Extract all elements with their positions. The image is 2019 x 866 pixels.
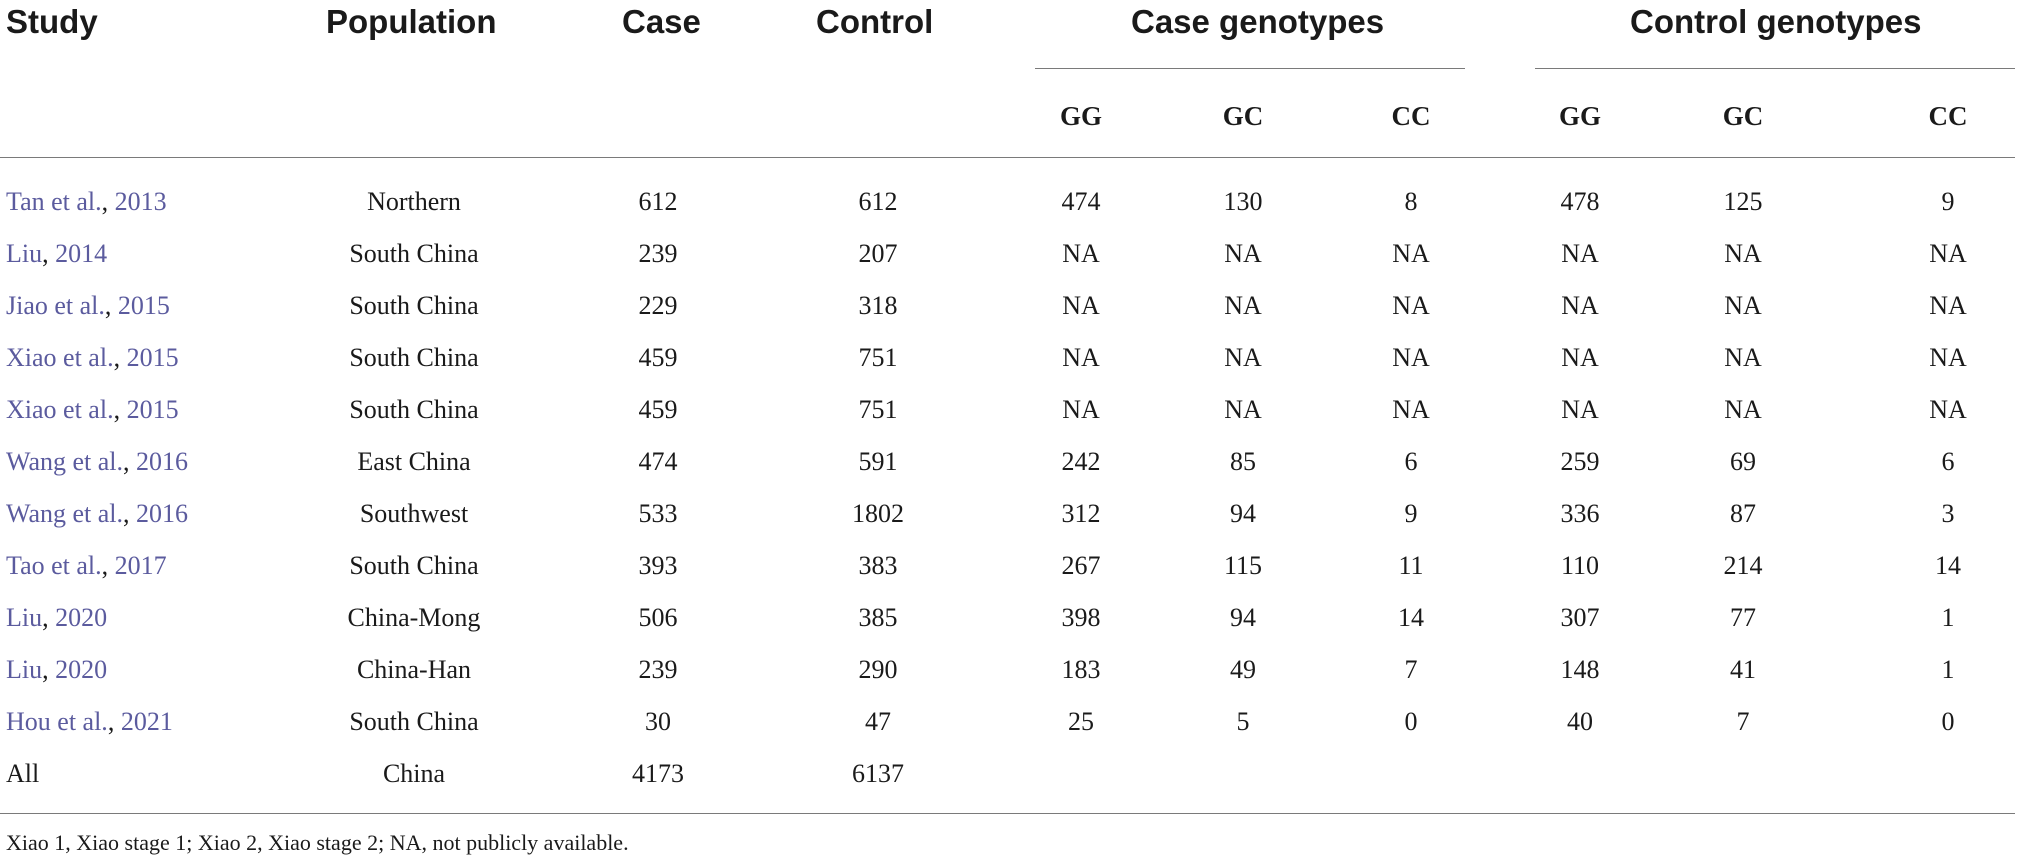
study-separator: , bbox=[42, 655, 56, 684]
study-cell bbox=[6, 384, 179, 436]
population-cell: South China bbox=[349, 239, 479, 268]
control-cell: 751 bbox=[858, 395, 898, 424]
control-cell: 207 bbox=[858, 239, 898, 268]
case-cc-cell: NA bbox=[1392, 343, 1430, 372]
ctrl-gg-cell: 478 bbox=[1560, 187, 1600, 216]
study-year[interactable]: 2014 bbox=[55, 239, 108, 268]
study-author[interactable]: Xiao et al. bbox=[6, 395, 114, 424]
total-case-cell: 4173 bbox=[632, 759, 684, 788]
case-cell: 533 bbox=[638, 499, 678, 528]
ctrl-cc-cell: 6 bbox=[1941, 447, 1955, 476]
study-author[interactable]: Liu bbox=[6, 655, 43, 684]
ctrl-gg-cell: NA bbox=[1561, 291, 1599, 320]
study-author[interactable]: Wang et al. bbox=[6, 447, 124, 476]
case-gg-cell: NA bbox=[1062, 239, 1100, 268]
case-cell: 393 bbox=[638, 551, 678, 580]
ctrl-gc-cell: NA bbox=[1724, 395, 1762, 424]
population-cell: Southwest bbox=[359, 499, 469, 528]
study-author[interactable]: Tan et al. bbox=[6, 187, 102, 216]
ctrl-gc-cell: NA bbox=[1724, 239, 1762, 268]
study-author[interactable]: Jiao et al. bbox=[6, 291, 105, 320]
table-row bbox=[0, 384, 2019, 436]
case-cc-cell: 7 bbox=[1404, 655, 1418, 684]
population-cell: East China bbox=[357, 447, 471, 476]
table-row bbox=[0, 280, 2019, 332]
case-gg-cell: 25 bbox=[1068, 707, 1094, 736]
ctrl-gc-cell: NA bbox=[1724, 343, 1762, 372]
study-cell bbox=[6, 696, 173, 748]
case-cc-cell: 14 bbox=[1398, 603, 1424, 632]
subheader-case-gg: GG bbox=[1059, 101, 1102, 131]
case-gg-cell: 398 bbox=[1061, 603, 1101, 632]
case-cc-cell: NA bbox=[1392, 291, 1430, 320]
header-control-genotypes: Control genotypes bbox=[1630, 3, 1922, 40]
study-cell bbox=[6, 176, 167, 228]
study-separator: , bbox=[123, 447, 137, 476]
ctrl-gg-cell: 336 bbox=[1560, 499, 1600, 528]
study-cell bbox=[6, 332, 179, 384]
table-footnote: Xiao 1, Xiao stage 1; Xiao 2, Xiao stage 2; NA, not publicly available. bbox=[6, 830, 629, 855]
case-gg-cell: NA bbox=[1062, 291, 1100, 320]
study-cell bbox=[6, 228, 107, 280]
total-population-cell: China bbox=[382, 759, 446, 788]
header-study: Study bbox=[6, 3, 98, 40]
control-cell: 385 bbox=[858, 603, 898, 632]
study-year[interactable]: 2016 bbox=[136, 447, 189, 476]
study-year[interactable]: 2020 bbox=[55, 655, 108, 684]
subheader-case-gc: GC bbox=[1222, 101, 1264, 131]
case-cc-cell: 8 bbox=[1404, 187, 1418, 216]
study-separator: , bbox=[101, 187, 115, 216]
case-cc-cell: NA bbox=[1392, 395, 1430, 424]
case-gc-cell: 49 bbox=[1230, 655, 1256, 684]
study-cell bbox=[6, 280, 170, 332]
study-cell bbox=[6, 644, 107, 696]
case-cc-cell: 0 bbox=[1404, 707, 1418, 736]
case-gc-cell: NA bbox=[1224, 239, 1262, 268]
study-year[interactable]: 2015 bbox=[126, 395, 179, 424]
case-gc-cell: 115 bbox=[1223, 551, 1263, 580]
subheader-control-gc: GC bbox=[1722, 101, 1764, 131]
total-control-cell: 6137 bbox=[852, 759, 904, 788]
population-cell: China-Mong bbox=[347, 603, 481, 632]
ctrl-gg-cell: 307 bbox=[1560, 603, 1600, 632]
study-cell bbox=[6, 540, 167, 592]
case-cell: 474 bbox=[638, 447, 678, 476]
study-separator: , bbox=[101, 551, 115, 580]
study-separator: , bbox=[113, 395, 127, 424]
table-row bbox=[0, 332, 2019, 384]
case-gc-cell: 94 bbox=[1230, 499, 1256, 528]
ctrl-cc-cell: NA bbox=[1929, 395, 1967, 424]
table-bottom-rule bbox=[0, 813, 2015, 814]
control-genotypes-underline bbox=[1535, 68, 2015, 69]
case-cell: 239 bbox=[638, 655, 678, 684]
study-year[interactable]: 2015 bbox=[117, 291, 170, 320]
table-row bbox=[0, 696, 2019, 748]
ctrl-cc-cell: 3 bbox=[1941, 499, 1955, 528]
study-year[interactable]: 2017 bbox=[114, 551, 167, 580]
study-author[interactable]: Liu bbox=[6, 239, 43, 268]
table-total-row bbox=[0, 748, 2019, 800]
case-gg-cell: 183 bbox=[1061, 655, 1101, 684]
population-cell: China-Han bbox=[356, 655, 472, 684]
case-gc-cell: 5 bbox=[1236, 707, 1250, 736]
control-cell: 751 bbox=[858, 343, 898, 372]
case-cc-cell: 11 bbox=[1398, 551, 1424, 580]
table-row bbox=[0, 540, 2019, 592]
study-author[interactable]: Wang et al. bbox=[6, 499, 124, 528]
ctrl-cc-cell: 1 bbox=[1941, 603, 1955, 632]
table-row bbox=[0, 488, 2019, 540]
study-cell bbox=[6, 488, 188, 540]
ctrl-cc-cell: NA bbox=[1929, 291, 1967, 320]
ctrl-gc-cell: 77 bbox=[1730, 603, 1756, 632]
case-cell: 612 bbox=[638, 187, 678, 216]
study-year[interactable]: 2015 bbox=[126, 343, 179, 372]
ctrl-gg-cell: 110 bbox=[1560, 551, 1600, 580]
ctrl-gc-cell: NA bbox=[1724, 291, 1762, 320]
subheader-control-cc: CC bbox=[1928, 101, 1968, 131]
study-author[interactable]: Tao et al. bbox=[6, 551, 102, 580]
population-cell: South China bbox=[349, 551, 479, 580]
study-cell bbox=[6, 592, 107, 644]
population-cell: Northern bbox=[367, 187, 461, 216]
control-cell: 290 bbox=[858, 655, 898, 684]
case-cell: 506 bbox=[638, 603, 678, 632]
control-cell: 318 bbox=[858, 291, 898, 320]
case-genotypes-underline bbox=[1035, 68, 1465, 69]
study-author[interactable]: Hou et al. bbox=[6, 707, 108, 736]
study-separator: , bbox=[42, 603, 56, 632]
study-author[interactable]: Liu bbox=[6, 603, 43, 632]
ctrl-cc-cell: 0 bbox=[1941, 707, 1955, 736]
case-gc-cell: 94 bbox=[1230, 603, 1256, 632]
case-gg-cell: 242 bbox=[1061, 447, 1101, 476]
table-row bbox=[0, 644, 2019, 696]
study-separator: , bbox=[107, 707, 121, 736]
header-control: Control bbox=[816, 3, 934, 40]
ctrl-cc-cell: NA bbox=[1929, 343, 1967, 372]
study-author[interactable]: Xiao et al. bbox=[6, 343, 114, 372]
case-cell: 239 bbox=[638, 239, 678, 268]
population-cell: South China bbox=[349, 343, 479, 372]
case-gc-cell: 85 bbox=[1230, 447, 1256, 476]
ctrl-gg-cell: 40 bbox=[1567, 707, 1593, 736]
study-year[interactable]: 2020 bbox=[55, 603, 108, 632]
ctrl-gc-cell: 125 bbox=[1723, 187, 1763, 216]
case-gg-cell: 312 bbox=[1061, 499, 1101, 528]
header-case-genotypes: Case genotypes bbox=[1131, 3, 1385, 40]
ctrl-gc-cell: 7 bbox=[1736, 707, 1750, 736]
ctrl-cc-cell: 9 bbox=[1941, 187, 1955, 216]
total-study-cell: All bbox=[6, 759, 40, 788]
case-gg-cell: 474 bbox=[1061, 187, 1101, 216]
case-gc-cell: NA bbox=[1224, 291, 1262, 320]
case-gg-cell: 267 bbox=[1061, 551, 1101, 580]
study-year[interactable]: 2021 bbox=[120, 707, 173, 736]
study-year[interactable]: 2016 bbox=[136, 499, 189, 528]
case-cell: 459 bbox=[638, 395, 678, 424]
ctrl-gc-cell: 41 bbox=[1730, 655, 1756, 684]
ctrl-gc-cell: 214 bbox=[1723, 551, 1763, 580]
study-separator: , bbox=[42, 239, 56, 268]
population-cell: South China bbox=[349, 707, 479, 736]
ctrl-cc-cell: NA bbox=[1929, 239, 1967, 268]
case-cc-cell: 6 bbox=[1404, 447, 1418, 476]
case-cc-cell: 9 bbox=[1404, 499, 1418, 528]
ctrl-cc-cell: 1 bbox=[1941, 655, 1955, 684]
case-cell: 459 bbox=[638, 343, 678, 372]
control-cell: 612 bbox=[858, 187, 898, 216]
population-cell: South China bbox=[349, 291, 479, 320]
ctrl-gg-cell: NA bbox=[1561, 395, 1599, 424]
ctrl-gg-cell: NA bbox=[1561, 239, 1599, 268]
case-gc-cell: 130 bbox=[1223, 187, 1263, 216]
table-row bbox=[0, 436, 2019, 488]
ctrl-gg-cell: 259 bbox=[1560, 447, 1600, 476]
study-year[interactable]: 2013 bbox=[114, 187, 167, 216]
header-rule bbox=[0, 157, 2015, 158]
study-separator: , bbox=[104, 291, 118, 320]
population-cell: South China bbox=[349, 395, 479, 424]
case-gg-cell: NA bbox=[1062, 343, 1100, 372]
ctrl-gc-cell: 69 bbox=[1730, 447, 1756, 476]
case-gg-cell: NA bbox=[1062, 395, 1100, 424]
header-case: Case bbox=[622, 3, 701, 40]
header-population: Population bbox=[326, 3, 497, 40]
study-cell bbox=[6, 436, 188, 488]
table-row bbox=[0, 592, 2019, 644]
case-cell: 30 bbox=[645, 707, 671, 736]
subheader-case-cc: CC bbox=[1391, 101, 1431, 131]
table-row bbox=[0, 176, 2019, 228]
case-cell: 229 bbox=[638, 291, 678, 320]
table-row bbox=[0, 228, 2019, 280]
ctrl-gg-cell: 148 bbox=[1560, 655, 1600, 684]
case-cc-cell: NA bbox=[1392, 239, 1430, 268]
study-separator: , bbox=[113, 343, 127, 372]
control-cell: 47 bbox=[865, 707, 891, 736]
control-cell: 1802 bbox=[852, 499, 904, 528]
case-gc-cell: NA bbox=[1224, 343, 1262, 372]
ctrl-gc-cell: 87 bbox=[1730, 499, 1756, 528]
ctrl-cc-cell: 14 bbox=[1935, 551, 1961, 580]
ctrl-gg-cell: NA bbox=[1561, 343, 1599, 372]
control-cell: 383 bbox=[858, 551, 898, 580]
control-cell: 591 bbox=[858, 447, 898, 476]
study-separator: , bbox=[123, 499, 137, 528]
case-gc-cell: NA bbox=[1224, 395, 1262, 424]
subheader-control-gg: GG bbox=[1558, 101, 1601, 131]
